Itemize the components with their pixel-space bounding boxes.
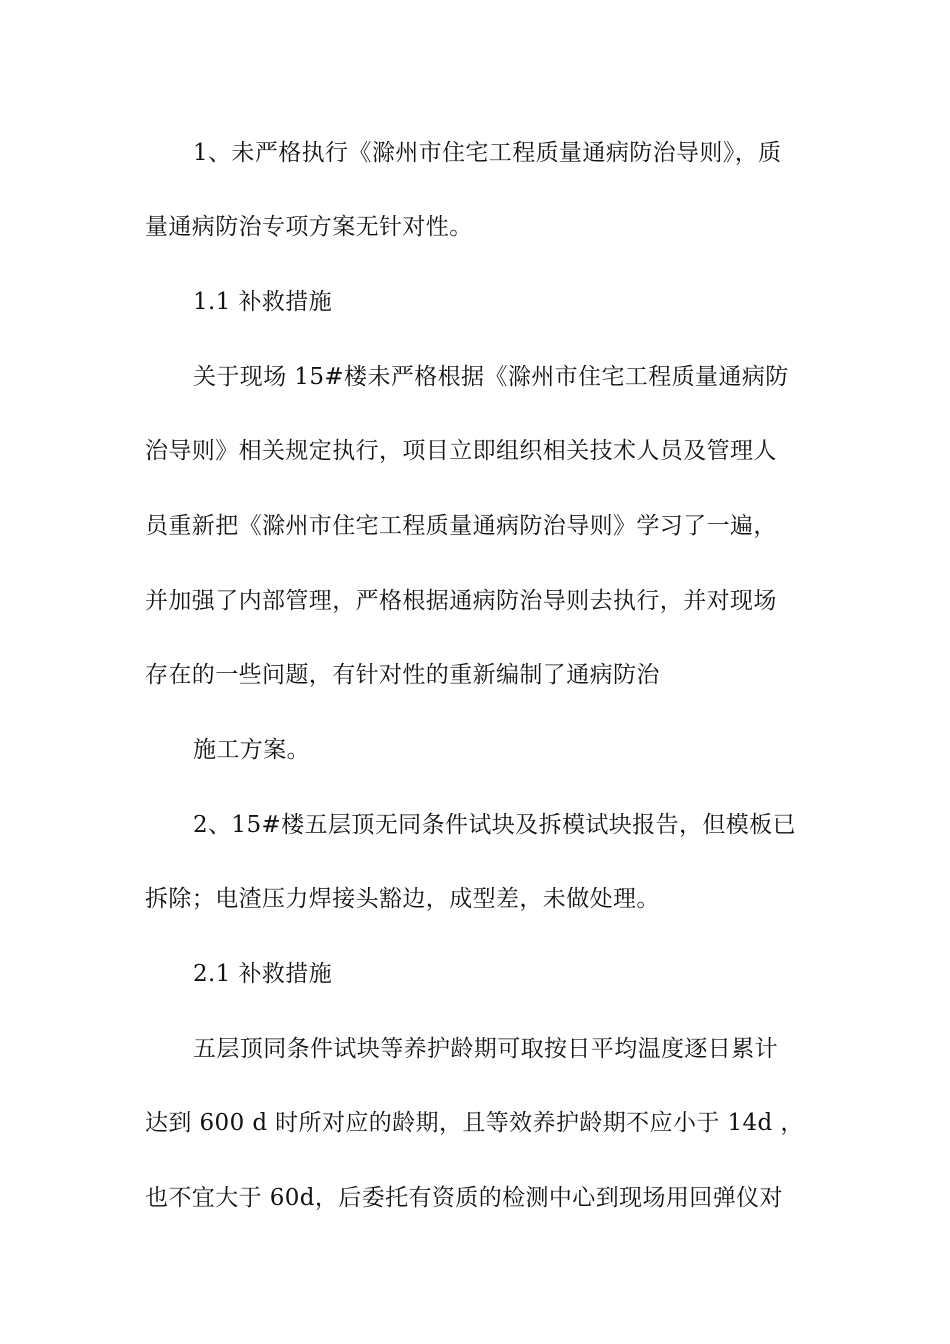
paragraph-2-line-1: 关于现场 15#楼未严格根据《滁州市住宅工程质量通病防 (193, 364, 789, 390)
paragraph-4-line-2: 达到 600 d 时所对应的龄期，且等效养护龄期不应小于 14d ， (145, 1110, 804, 1136)
paragraph-2-line-5: 存在的一些问题，有针对性的重新编制了通病防治 (145, 662, 660, 688)
paragraph-3-line-2: 拆除；电渣压力焊接头豁边，成型差，未做处理。 (145, 886, 660, 912)
paragraph-1-line-1: 1、未严格执行《滁州市住宅工程质量通病防治导则》，质 (193, 140, 782, 166)
paragraph-4-line-1: 五层顶同条件试块等养护龄期可取按日平均温度逐日累计 (193, 1036, 778, 1062)
section-heading-1-1: 1.1 补救措施 (193, 289, 333, 315)
paragraph-1-line-2: 量通病防治专项方案无针对性。 (145, 214, 473, 240)
paragraph-2-line-6: 施工方案。 (193, 737, 310, 763)
paragraph-2-line-3: 员重新把《滁州市住宅工程质量通病防治导则》学习了一遍， (145, 513, 777, 539)
paragraph-3-line-1: 2、15#楼五层顶无同条件试块及拆模试块报告，但模板已 (193, 812, 796, 838)
section-heading-2-1: 2.1 补救措施 (193, 961, 333, 987)
paragraph-2-line-4: 并加强了内部管理，严格根据通病防治导则去执行，并对现场 (145, 588, 777, 614)
paragraph-2-line-2: 治导则》相关规定执行，项目立即组织相关技术人员及管理人 (145, 438, 777, 464)
paragraph-4-line-3: 也不宜大于 60d，后委托有资质的检测中心到现场用回弹仪对 (145, 1185, 783, 1211)
